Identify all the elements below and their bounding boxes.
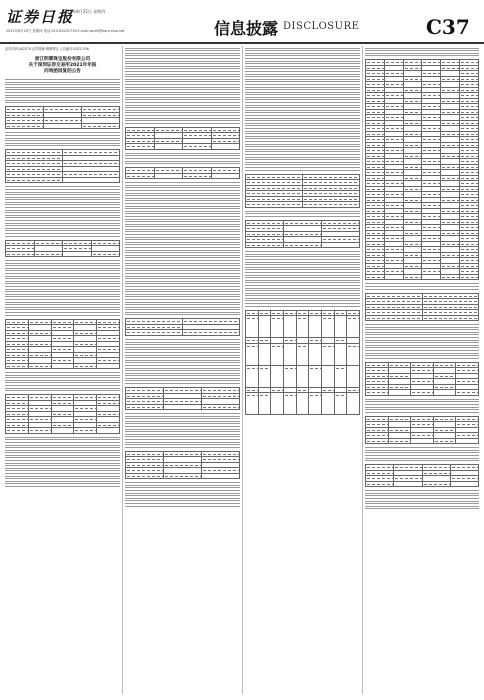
data-table — [5, 319, 120, 370]
body-text — [365, 399, 479, 413]
column-3 — [245, 46, 360, 694]
data-table — [245, 310, 360, 416]
body-text — [365, 48, 479, 57]
body-text — [125, 482, 240, 506]
data-table — [5, 394, 120, 434]
announcement-title — [5, 57, 120, 75]
data-table — [125, 318, 240, 336]
body-text — [5, 437, 120, 487]
masthead-date: 2022年8月25日 星期四 — [62, 9, 106, 14]
body-text — [5, 372, 120, 391]
data-table — [365, 464, 479, 487]
data-table — [365, 362, 479, 396]
section-title: 信息披露 — [214, 19, 279, 38]
body-text — [5, 186, 120, 236]
data-table — [5, 240, 120, 258]
body-text — [5, 132, 120, 146]
page-number: C37 — [426, 15, 470, 39]
body-text — [245, 48, 360, 171]
body-text — [125, 153, 240, 164]
data-table — [245, 220, 360, 249]
page-content — [5, 46, 479, 694]
body-text — [125, 413, 240, 448]
data-table — [125, 387, 240, 410]
body-text — [245, 211, 360, 217]
data-table — [5, 149, 120, 183]
title-line-2: 问询函回复的公告 — [44, 69, 81, 74]
column-divider — [242, 46, 243, 694]
page-header — [0, 0, 484, 44]
column-divider — [122, 46, 123, 694]
body-text — [5, 79, 120, 103]
stock-code-line: 证券代码:002574 证券简称:明牌珠宝 公告编号:2022-036 — [5, 47, 89, 51]
column-2 — [125, 46, 240, 694]
body-text — [365, 490, 479, 509]
column-4 — [365, 46, 479, 694]
header-meta: 2022年8月25日 星期四 电话:010-83251716 E-mail:zqrb9@zqrb.sina.net — [6, 29, 125, 33]
body-text — [365, 324, 479, 359]
data-table — [5, 106, 120, 129]
body-text — [5, 260, 120, 315]
title-line-1: 关于深圳证券交易所2021年年报 — [28, 63, 97, 68]
body-text — [125, 182, 240, 315]
column-1 — [5, 46, 120, 694]
body-text — [125, 48, 240, 124]
data-table — [125, 167, 240, 179]
data-table — [125, 127, 240, 150]
data-table — [365, 416, 479, 445]
data-table — [245, 174, 360, 208]
column-divider — [362, 46, 363, 694]
data-table — [365, 293, 479, 322]
body-text — [365, 283, 479, 289]
data-table — [365, 59, 479, 280]
data-table — [125, 451, 240, 480]
section-title-en: DISCLOSURE — [283, 21, 360, 32]
body-text — [365, 447, 479, 461]
body-text — [245, 251, 360, 306]
body-text — [125, 339, 240, 384]
company-name: 浙江明牌珠宝股份有限公司 — [34, 57, 91, 62]
newspaper-masthead: 证券日报 — [6, 8, 75, 26]
